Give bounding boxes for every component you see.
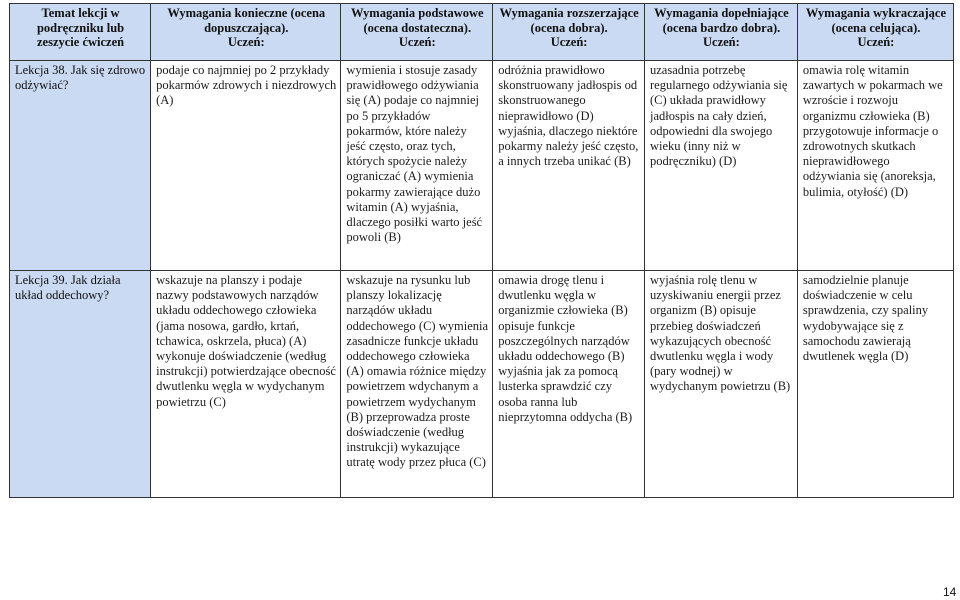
header-extended: Wymagania rozszerzające (ocena dobra). Uczeń: <box>493 4 645 61</box>
requirement-cell: podaje co najmniej po 2 przykłady pokarmów zdrowych i niezdrowych (A) <box>151 61 341 271</box>
table-header-row <box>10 4 954 61</box>
header-required: Wymagania konieczne (ocena dopuszczająca). Uczeń: <box>151 4 341 61</box>
requirement-cell: wymienia i stosuje zasady prawidłowego odżywiania się (A) podaje co najmniej po 5 przykładów pokarmów, które należy jeść często, oraz tych, których spożycie należy ograniczać (A) wymienia pokarmy zawierające dużo witamin (A) wyjaśnia, dlaczego posiłki warto jeść powoli (B) <box>341 61 493 271</box>
table-row <box>10 61 954 271</box>
requirement-cell: wyjaśnia rolę tlenu w uzyskiwaniu energii przez organizm (B) opisuje przebieg doświadczeń wykazujących obecność dwutlenku węgla i wody (pary wodnej) w wydychanym powietrzu (B) <box>644 271 797 498</box>
requirement-cell: omawia drogę tlenu i dwutlenku węgla w organizmie człowieka (B) opisuje funkcje poszczególnych narządów układu oddechowego (B) wyjaśnia jak za pomocą lusterka sprawdzić czy osoba ranna lub nieprzytomna oddycha (B) <box>493 271 645 498</box>
header-basic: Wymagania podstawowe (ocena dostateczna). Uczeń: <box>341 4 493 61</box>
requirement-cell: uzasadnia potrzebę regularnego odżywiania się (C) układa prawidłowy jadłospis na cały dzień, odpowiedni dla swojego wieku (inny niż w podręczniku) (D) <box>644 61 797 271</box>
requirement-cell: odróżnia prawidłowo skonstruowany jadłospis od skonstruowanego nieprawidłowo (D) wyjaśnia, dlaczego niektóre pokarmy należy jeść często, a innych trzeba unikać (B) <box>493 61 645 271</box>
requirement-cell: wskazuje na planszy i podaje nazwy podstawowych narządów układu oddechowego człowieka (jama nosowa, gardło, krtań, tchawica, oskrzela, płuca) (A) wykonuje doświadczenie (według instrukcji) potwierdzające obecność dwutlenku węgla w wydychanym powietrzu (C) <box>151 271 341 498</box>
requirement-cell: wskazuje na rysunku lub planszy lokalizację narządów układu oddechowego (C) wymienia zasadnicze funkcje układu oddechowego człowieka (A) omawia różnice między powietrzem wdychanym a powietrzem wydychanym (B) przeprowadza proste doświadczenie (według instrukcji) wykazujące utratę wody przez płuca (C) <box>341 271 493 498</box>
requirement-cell: samodzielnie planuje doświadczenie w celu sprawdzenia, czy spaliny wydobywające się z samochodu zawierają dwutlenek węgla (D) <box>797 271 953 498</box>
requirement-cell: omawia rolę witamin zawartych w pokarmach we wzroście i rozwoju organizmu człowieka (B) przygotowuje informacje o zdrowotnych skutkach nieprawidłowego odżywiania się (anoreksja, bulimia, otyłość) (D) <box>797 61 953 271</box>
header-exceeding: Wymagania wykraczające (ocena celująca). Uczeń: <box>797 4 953 61</box>
table-row <box>10 271 954 498</box>
page-number: 14 <box>943 585 957 599</box>
lesson-title: Lekcja 38. Jak się zdrowo odżywiać? <box>10 61 151 271</box>
requirements-table <box>9 3 954 498</box>
header-complementary: Wymagania dopełniające (ocena bardzo dobra). Uczeń: <box>644 4 797 61</box>
header-lesson-topic: Temat lekcji w podręczniku lub zeszycie ćwiczeń <box>10 4 151 61</box>
lesson-title: Lekcja 39. Jak działa układ oddechowy? <box>10 271 151 498</box>
